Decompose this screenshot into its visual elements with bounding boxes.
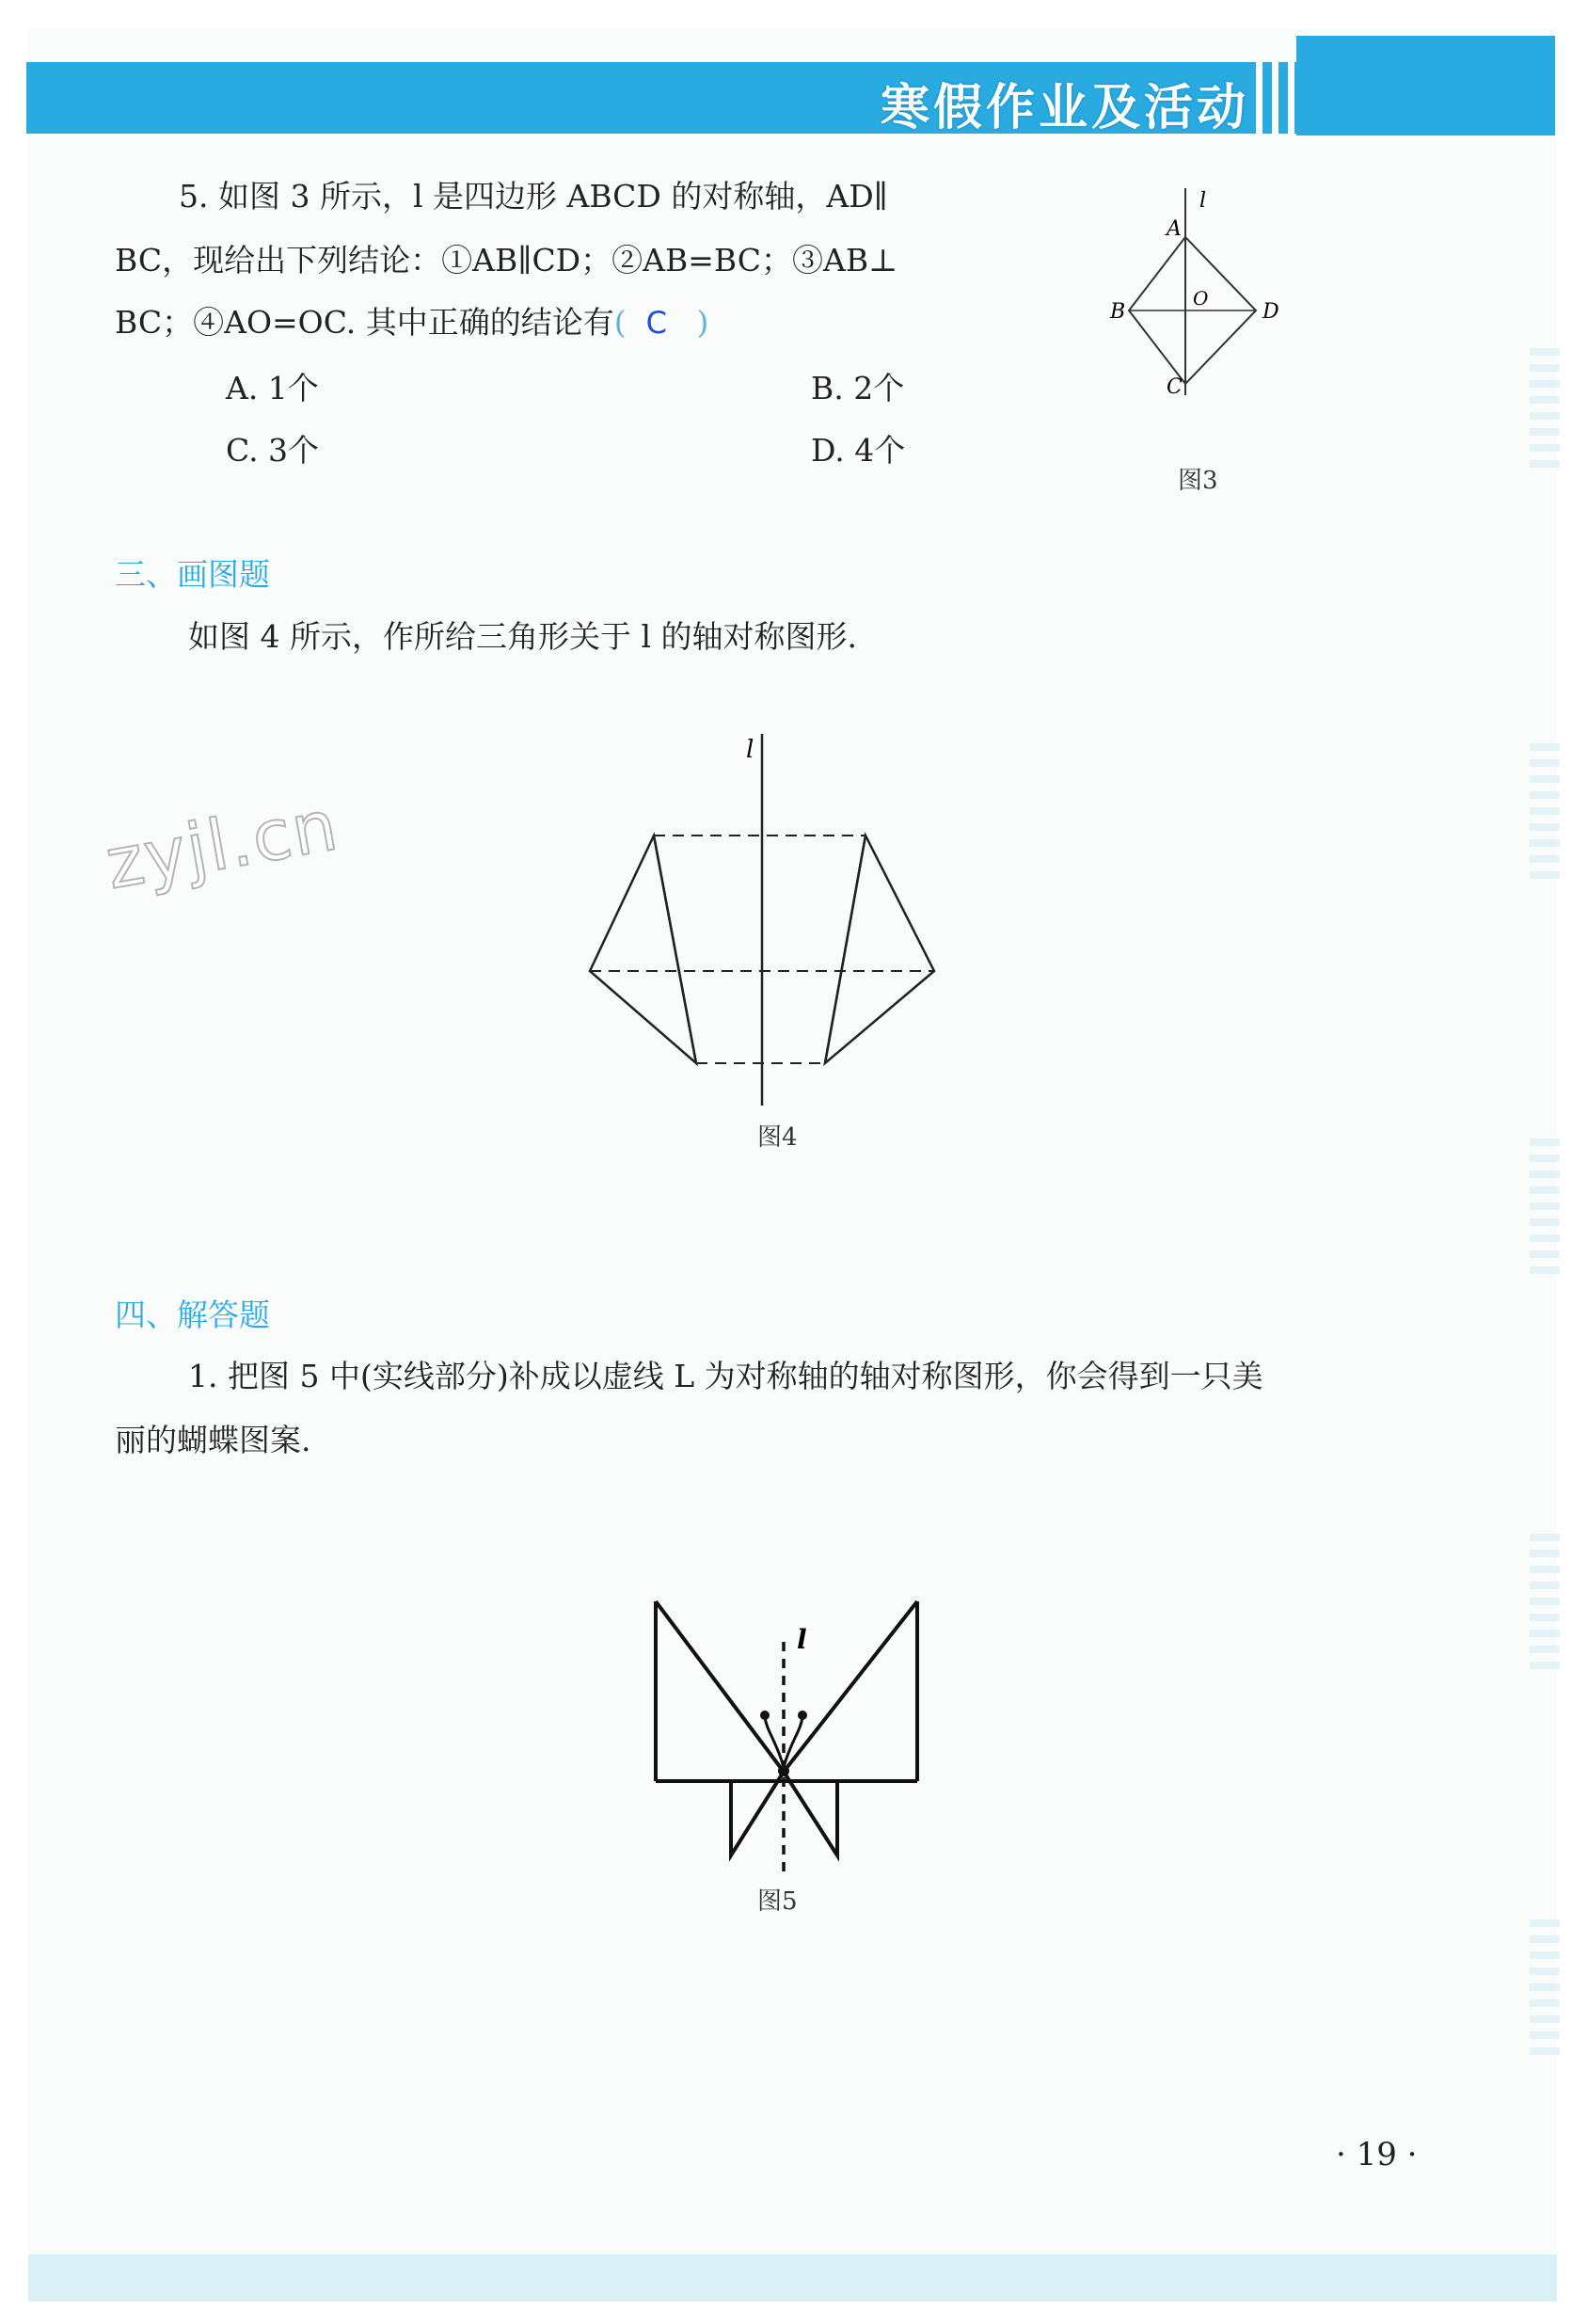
side-decoration <box>1530 1534 1560 1678</box>
figure4-left-triangle <box>590 836 696 1063</box>
figure4-caption: 图4 <box>757 1123 798 1152</box>
question5-line3-text: BC；④AO=OC. 其中正确的结论有 <box>115 304 614 341</box>
header-title: 寒假作业及活动 <box>880 80 1249 136</box>
header-stripe <box>1288 62 1294 134</box>
figure3-diagram <box>1110 188 1298 414</box>
question5-line2: BC，现给出下列结论：①AB∥CD；②AB=BC；③AB⊥ <box>115 242 898 279</box>
answer-value: C <box>645 305 667 341</box>
option-c: C. 3个 <box>226 432 320 469</box>
section4-title: 四、解答题 <box>115 1297 270 1333</box>
figure5-right-lower-wing <box>784 1772 837 1855</box>
option-b: B. 2个 <box>811 370 905 406</box>
figure5-diagram <box>644 1590 936 1882</box>
answer-paren-open: ( <box>613 304 627 341</box>
side-decoration <box>1530 743 1560 887</box>
side-decoration <box>1530 1919 1560 2063</box>
figure5-caption: 图5 <box>757 1887 798 1916</box>
side-decoration <box>1530 348 1560 476</box>
figure3-label-o: O <box>1193 287 1209 310</box>
section3-title: 三、画图题 <box>115 556 270 593</box>
figure3-label-l: l <box>1199 189 1207 213</box>
header-stripe <box>1272 62 1278 134</box>
option-d: D. 4个 <box>811 432 906 469</box>
figure5-left-lower-wing <box>731 1772 784 1855</box>
section4-q1-line1: 1. 把图 5 中(实线部分)补成以虚线 L 为对称轴的轴对称图形，你会得到一只美 <box>188 1358 1263 1394</box>
figure5-left-wing-line <box>656 1601 784 1772</box>
header-tab <box>1296 36 1555 135</box>
header-stripe <box>1256 62 1262 134</box>
page-number: · 19 · <box>1336 2136 1418 2173</box>
question5-line3 <box>115 292 708 354</box>
option-a: A. 1个 <box>226 370 319 406</box>
figure4-diagram <box>579 715 955 1110</box>
figure4-right-triangle <box>825 836 934 1063</box>
question5-line1: 5. 如图 3 所示，l 是四边形 ABCD 的对称轴，AD∥ <box>179 178 888 215</box>
section3-prompt: 如图 4 所示，作所给三角形关于 l 的轴对称图形. <box>188 618 857 655</box>
figure5-body <box>778 1765 789 1776</box>
figure3-caption: 图3 <box>1178 467 1218 495</box>
footer-bar <box>28 2254 1557 2301</box>
figure4-axis-label: l <box>746 736 754 764</box>
watermark: zyjl.cn <box>100 785 345 905</box>
figure5-axis-label: l <box>797 1624 807 1655</box>
figure3-label-a: A <box>1167 217 1182 241</box>
side-decoration <box>1530 1138 1560 1282</box>
figure3-label-d: D <box>1262 300 1279 324</box>
figure3-label-b: B <box>1110 300 1126 324</box>
answer-paren-close: ) <box>696 304 709 341</box>
figure3-label-c: C <box>1167 375 1183 399</box>
section4-q1-line2: 丽的蝴蝶图案. <box>115 1422 311 1458</box>
